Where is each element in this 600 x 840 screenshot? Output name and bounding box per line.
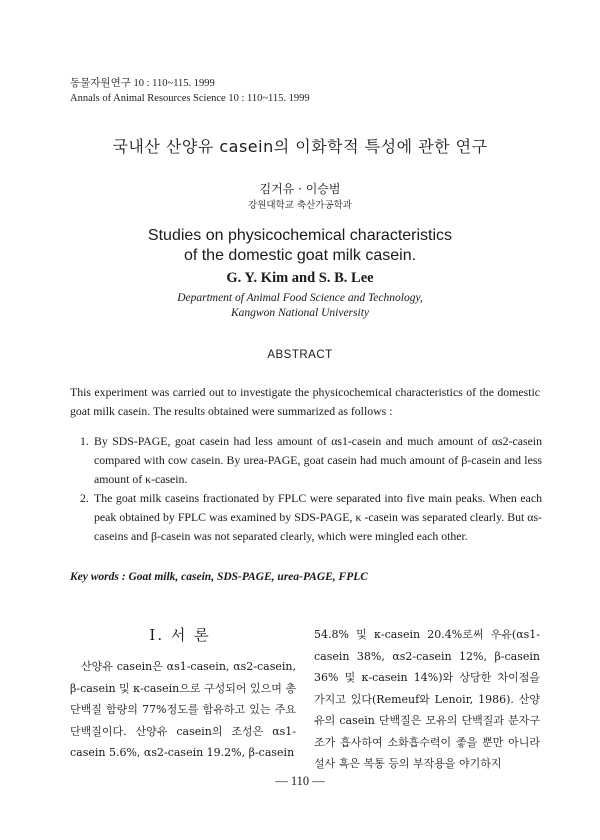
body-column-right (314, 624, 540, 775)
keywords: Key words : Goat milk, casein, SDS-PAGE, urea-PAGE, FPLC (70, 571, 368, 583)
result-item (80, 432, 542, 489)
result-text: By SDS-PAGE, goat casein had less amount of αs1-casein and much amount of αs2-casein compared with cow casein. By urea-PAGE, goat casein had much amount of β-casein and less amount of κ-casein. (94, 434, 542, 486)
title-english (0, 226, 600, 266)
affiliation-english-line2: Kangwon National University (231, 307, 369, 319)
result-item (80, 489, 542, 546)
results-list (80, 432, 542, 546)
journal-citation-en: Annals of Animal Resources Science 10 : 110~115. 1999 (70, 93, 310, 104)
authors-english: G. Y. Kim and S. B. Lee (226, 270, 374, 286)
journal-citation-ko: 동물자원연구 10 : 110~115. 1999 (70, 78, 215, 89)
body-paragraph-left: 산양유 casein은 αs1-casein, αs2-casein, β-casein 및 κ-casein으로 구성되어 있으며 총 단백질 함량의 77%정도를 함유하고 있는 주요 단백질이다. 산양유 casein의 조성은 αs1-casein 5.6%, αs2-casein 19.2%, β-casein (70, 660, 296, 759)
title-english-line2: of the domestic goat milk casein. (183, 247, 417, 264)
affiliation-english (0, 291, 600, 321)
result-text: The goat milk caseins fractionated by FPLC were separated into five main peaks. When each peak obtained by FPLC was examined by SDS-PAGE, κ -casein was separated clearly. But αs-caseins and β-casein was not separated clearly, which were mingled each other. (94, 491, 542, 543)
journal-citation (70, 76, 310, 106)
title-english-line1: Studies on physicochemical characteristics (147, 227, 453, 244)
affiliation-english-line1: Department of Animal Food Science and Technology, (177, 292, 423, 304)
abstract-intro: This experiment was carried out to investigate the physicochemical characteristics of the domestic goat milk casein. The results obtained were summarized as follows : (70, 385, 540, 418)
affiliation-korean: 강원대학교 축산가공학과 (248, 200, 352, 211)
result-number: 1. (80, 434, 89, 448)
section-heading-introduction: Ⅰ. 서 론 (149, 626, 211, 644)
page-number: — 110 — (275, 774, 325, 788)
body-column-left (70, 656, 296, 764)
authors-korean: 김거유 · 이승범 (259, 182, 341, 196)
abstract-heading: ABSTRACT (267, 349, 333, 361)
title-korean: 국내산 산양유 casein의 이화학적 특성에 관한 연구 (112, 137, 488, 156)
body-paragraph-right: 54.8% 및 κ-casein 20.4%로써 우유(αs1-casein 38%, αs2-casein 12%, β-casein 36% 및 κ-casein 14%)와 상당한 차이점을 가지고 있다(Remeuf와 Lenoir, 1986). 산양유의 casein 단백질은 모유의 단백질과 분자구조가 흡사하여 소화흡수력이 좋을 뿐만 아니라 설사 혹은 복통 등의 부작용을 야기하지 (314, 628, 540, 770)
result-number: 2. (80, 491, 89, 505)
